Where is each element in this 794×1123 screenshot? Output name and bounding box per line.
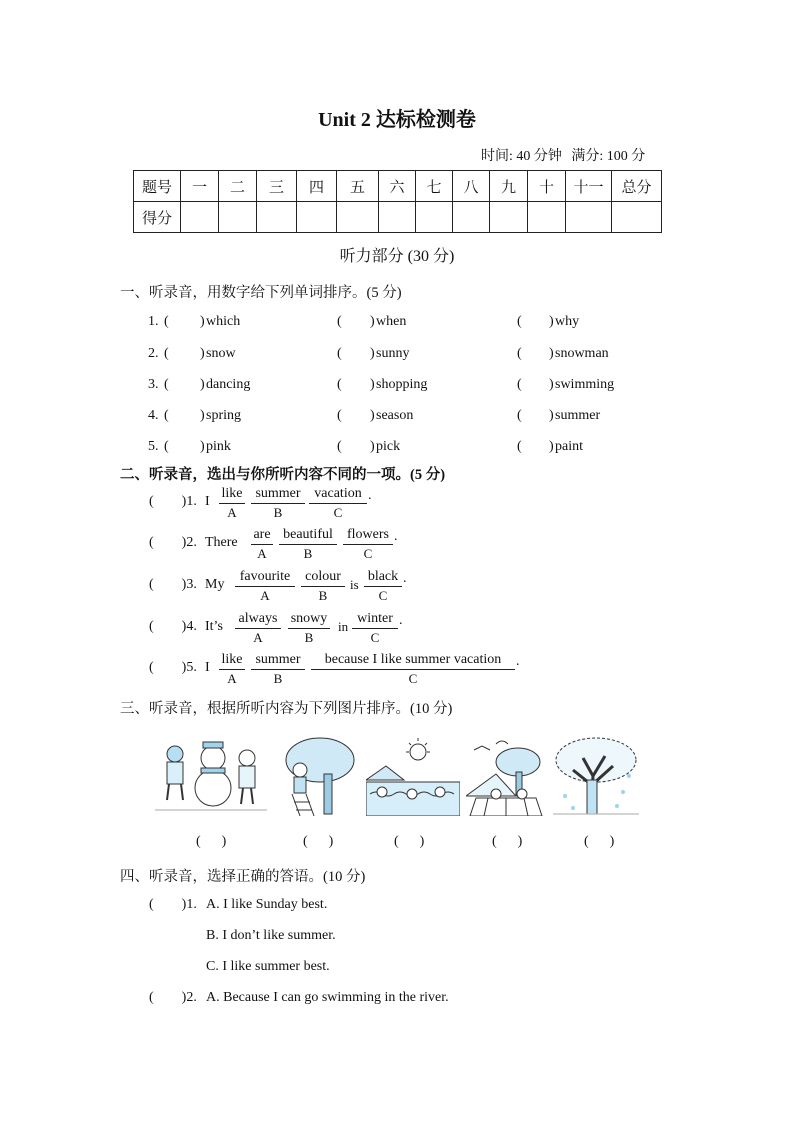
part1-answer-bracket[interactable]: ( <box>164 439 169 454</box>
part2-connector-word: in <box>338 619 349 634</box>
part1-bracket-close: ) <box>370 408 375 423</box>
listening-section-title: 听力部分 (30 分) <box>339 248 455 265</box>
part1-bracket-close: ) <box>370 377 375 392</box>
part2-option-b <box>279 527 337 563</box>
part1-word: dancing <box>206 377 251 392</box>
part1-answer-bracket[interactable]: ( <box>517 439 522 454</box>
score-cell[interactable] <box>612 202 662 233</box>
part2-period: . <box>403 571 407 586</box>
part2-answer-bracket[interactable] <box>149 577 197 593</box>
score-cell[interactable] <box>337 202 379 233</box>
picture-answer-1[interactable]: ( ) <box>196 834 227 849</box>
part2-option-a <box>235 611 281 647</box>
bracket-open: ( <box>149 619 154 634</box>
part2-option-word: like <box>219 652 245 670</box>
part1-bracket-close: ) <box>200 439 205 454</box>
part2-option-label: B <box>318 588 328 603</box>
part2-option-word: winter <box>352 611 398 629</box>
part2-option-word: are <box>251 527 273 545</box>
part1-word: season <box>376 408 414 423</box>
part1-answer-bracket[interactable]: ( <box>337 346 342 361</box>
part2-option-b <box>288 611 330 647</box>
part2-prefix: I <box>205 660 210 675</box>
part1-answer-bracket[interactable]: ( <box>517 314 522 329</box>
part1-word: paint <box>555 439 583 454</box>
part2-prefix: I <box>205 494 210 509</box>
part4-q2-answer-bracket[interactable]: ( )2. <box>149 990 197 1005</box>
table-cell: 十一 <box>566 171 612 202</box>
tree-climbing-picture <box>280 736 360 816</box>
table-cell: 五 <box>337 171 379 202</box>
part2-period: . <box>394 529 398 544</box>
part2-option-word: because I like summer vacation <box>311 652 515 670</box>
part2-option-c <box>309 486 367 522</box>
table-cell: 三 <box>257 171 297 202</box>
part2-option-label: A <box>253 630 263 645</box>
part1-word: swimming <box>555 377 615 392</box>
part2-option-word: beautiful <box>279 527 337 545</box>
part2-option-word: snowy <box>288 611 330 629</box>
part2-option-word: summer <box>251 486 305 504</box>
part3-heading: 三、听录音，根据所听内容为下列图片排序。(10 分) <box>120 701 453 717</box>
part2-option-label: C <box>370 630 380 645</box>
part1-bracket-close: ) <box>370 439 375 454</box>
table-cell: 六 <box>379 171 416 202</box>
part1-bracket-close: ) <box>549 314 554 329</box>
part2-option-c <box>352 611 398 647</box>
part2-option-word: always <box>235 611 281 629</box>
bracket-open: ( <box>149 494 154 509</box>
score-cell[interactable] <box>528 202 566 233</box>
part2-option-word: black <box>364 569 402 587</box>
part1-answer-bracket[interactable]: ( <box>337 439 342 454</box>
bracket-open: ( <box>149 535 154 550</box>
part2-option-b <box>251 652 305 688</box>
score-cell[interactable] <box>297 202 337 233</box>
part1-answer-bracket[interactable]: ( <box>164 314 169 329</box>
part2-heading: 二、听录音，选出与你所听内容不同的一项。(5 分) <box>120 467 446 483</box>
part2-option-label: A <box>227 505 237 520</box>
part1-answer-bracket[interactable]: ( <box>337 314 342 329</box>
part1-bracket-close: ) <box>549 439 554 454</box>
table-cell: 十 <box>528 171 566 202</box>
part2-option-a <box>251 527 273 563</box>
part1-row-number: 5. <box>148 439 159 454</box>
table-cell: 总分 <box>612 171 662 202</box>
part1-bracket-close: ) <box>200 346 205 361</box>
part1-row-number: 1. <box>148 314 159 329</box>
table-cell: 二 <box>219 171 257 202</box>
part2-option-b <box>301 569 345 605</box>
part4-q1-option-c: C. I like summer best. <box>206 959 330 974</box>
part1-bracket-close: ) <box>200 377 205 392</box>
score-cell[interactable] <box>257 202 297 233</box>
part1-answer-bracket[interactable]: ( <box>164 408 169 423</box>
time-info <box>481 145 651 165</box>
part2-answer-bracket[interactable] <box>149 619 197 635</box>
score-cell[interactable] <box>379 202 416 233</box>
part2-option-word: vacation <box>309 486 367 504</box>
full-score: 满分: 100 分 <box>571 149 646 164</box>
table-cell: 题号 <box>134 171 181 202</box>
swimming-picture <box>366 736 460 816</box>
part2-prefix: There <box>205 535 238 550</box>
part2-item-number: )1. <box>181 494 197 509</box>
score-cell[interactable] <box>566 202 612 233</box>
score-table <box>133 170 662 233</box>
picture-answer-3[interactable]: ( ) <box>394 834 425 849</box>
score-table-score-row <box>134 202 662 233</box>
part2-period: . <box>368 488 372 503</box>
part2-option-a <box>219 486 245 522</box>
snowman-picture <box>155 736 267 816</box>
part2-item-number: )3. <box>181 577 197 592</box>
part2-period: . <box>399 613 403 628</box>
part2-option-label: B <box>273 505 283 520</box>
part2-item-number: )4. <box>181 619 197 634</box>
part2-option-a <box>235 569 295 605</box>
part2-option-label: C <box>378 588 388 603</box>
part1-answer-bracket[interactable]: ( <box>517 346 522 361</box>
time-limit: 时间: 40 分钟 <box>481 149 562 164</box>
part2-option-word: like <box>219 486 245 504</box>
part1-word: pink <box>206 439 231 454</box>
part2-option-c <box>364 569 402 605</box>
part1-bracket-close: ) <box>200 408 205 423</box>
part2-option-label: A <box>257 546 267 561</box>
picture-answer-2[interactable]: ( ) <box>303 834 334 849</box>
part1-word: snowman <box>555 346 609 361</box>
part2-option-b <box>251 486 305 522</box>
part1-row-number: 4. <box>148 408 159 423</box>
part4-q1-option-a: A. I like Sunday best. <box>206 897 328 912</box>
part2-option-label: C <box>408 671 418 686</box>
autumn-tree-picture <box>553 736 639 816</box>
part1-word: pick <box>376 439 401 454</box>
part1-bracket-close: ) <box>370 314 375 329</box>
part2-option-c <box>343 527 393 563</box>
part1-word: which <box>206 314 241 329</box>
bracket-open: ( <box>149 660 154 675</box>
part1-word: sunny <box>376 346 410 361</box>
part1-word: snow <box>206 346 236 361</box>
part1-word: why <box>555 314 580 329</box>
part1-word: when <box>376 314 407 329</box>
part2-option-a <box>219 652 245 688</box>
part1-answer-bracket[interactable]: ( <box>337 408 342 423</box>
part2-item-number: )2. <box>181 535 197 550</box>
part2-prefix: It’s <box>205 619 223 634</box>
part1-word: summer <box>555 408 601 423</box>
part2-option-label: B <box>273 671 283 686</box>
score-table-header-row <box>134 171 662 202</box>
part1-heading: 一、听录音，用数字给下列单词排序。(5 分) <box>120 285 402 301</box>
table-cell: 得分 <box>134 202 181 233</box>
part2-option-word: favourite <box>235 569 295 587</box>
part4-q1-answer-bracket[interactable]: ( )1. <box>149 897 197 912</box>
part4-q2-option-a: A. Because I can go swimming in the river. <box>206 990 449 1005</box>
part1-row-number: 3. <box>148 377 159 392</box>
picnic-picture <box>466 736 546 816</box>
part2-option-word: flowers <box>343 527 393 545</box>
part1-answer-bracket[interactable]: ( <box>164 346 169 361</box>
part1-row-number: 2. <box>148 346 159 361</box>
part4-q1-option-b: B. I don’t like summer. <box>206 928 336 943</box>
score-cell[interactable] <box>219 202 257 233</box>
part2-period: . <box>516 654 520 669</box>
part2-option-label: A <box>260 588 270 603</box>
part2-answer-bracket[interactable] <box>149 535 197 551</box>
bracket-open: ( <box>149 577 154 592</box>
page-title: Unit 2 达标检测卷 <box>318 109 476 131</box>
part1-bracket-close: ) <box>549 408 554 423</box>
part1-answer-bracket[interactable]: ( <box>164 377 169 392</box>
part1-word: spring <box>206 408 241 423</box>
part2-option-word: summer <box>251 652 305 670</box>
part2-prefix: My <box>205 577 225 592</box>
part1-answer-bracket[interactable]: ( <box>337 377 342 392</box>
part2-option-label: A <box>227 671 237 686</box>
table-cell: 八 <box>453 171 490 202</box>
picture-answer-5[interactable]: ( ) <box>584 834 615 849</box>
part1-answer-bracket[interactable]: ( <box>517 377 522 392</box>
score-cell[interactable] <box>416 202 453 233</box>
score-cell[interactable] <box>453 202 490 233</box>
part1-bracket-close: ) <box>549 346 554 361</box>
part2-option-label: B <box>304 630 314 645</box>
picture-answer-4[interactable]: ( ) <box>492 834 523 849</box>
score-cell[interactable] <box>490 202 528 233</box>
table-cell: 一 <box>181 171 219 202</box>
part2-item-number: )5. <box>181 660 197 675</box>
part1-bracket-close: ) <box>549 377 554 392</box>
part2-option-label: B <box>303 546 313 561</box>
table-cell: 七 <box>416 171 453 202</box>
score-cell[interactable] <box>181 202 219 233</box>
part1-bracket-close: ) <box>200 314 205 329</box>
part2-option-word: colour <box>301 569 345 587</box>
part4-heading: 四、听录音，选择正确的答语。(10 分) <box>120 869 366 885</box>
part2-connector-word: is <box>350 577 359 592</box>
table-cell: 四 <box>297 171 337 202</box>
part1-answer-bracket[interactable]: ( <box>517 408 522 423</box>
part1-bracket-close: ) <box>370 346 375 361</box>
part2-answer-bracket[interactable] <box>149 494 197 510</box>
part2-option-c <box>311 652 515 688</box>
part2-option-label: C <box>363 546 373 561</box>
table-cell: 九 <box>490 171 528 202</box>
part1-word: shopping <box>376 377 428 392</box>
part2-option-label: C <box>333 505 343 520</box>
part2-answer-bracket[interactable] <box>149 660 197 676</box>
